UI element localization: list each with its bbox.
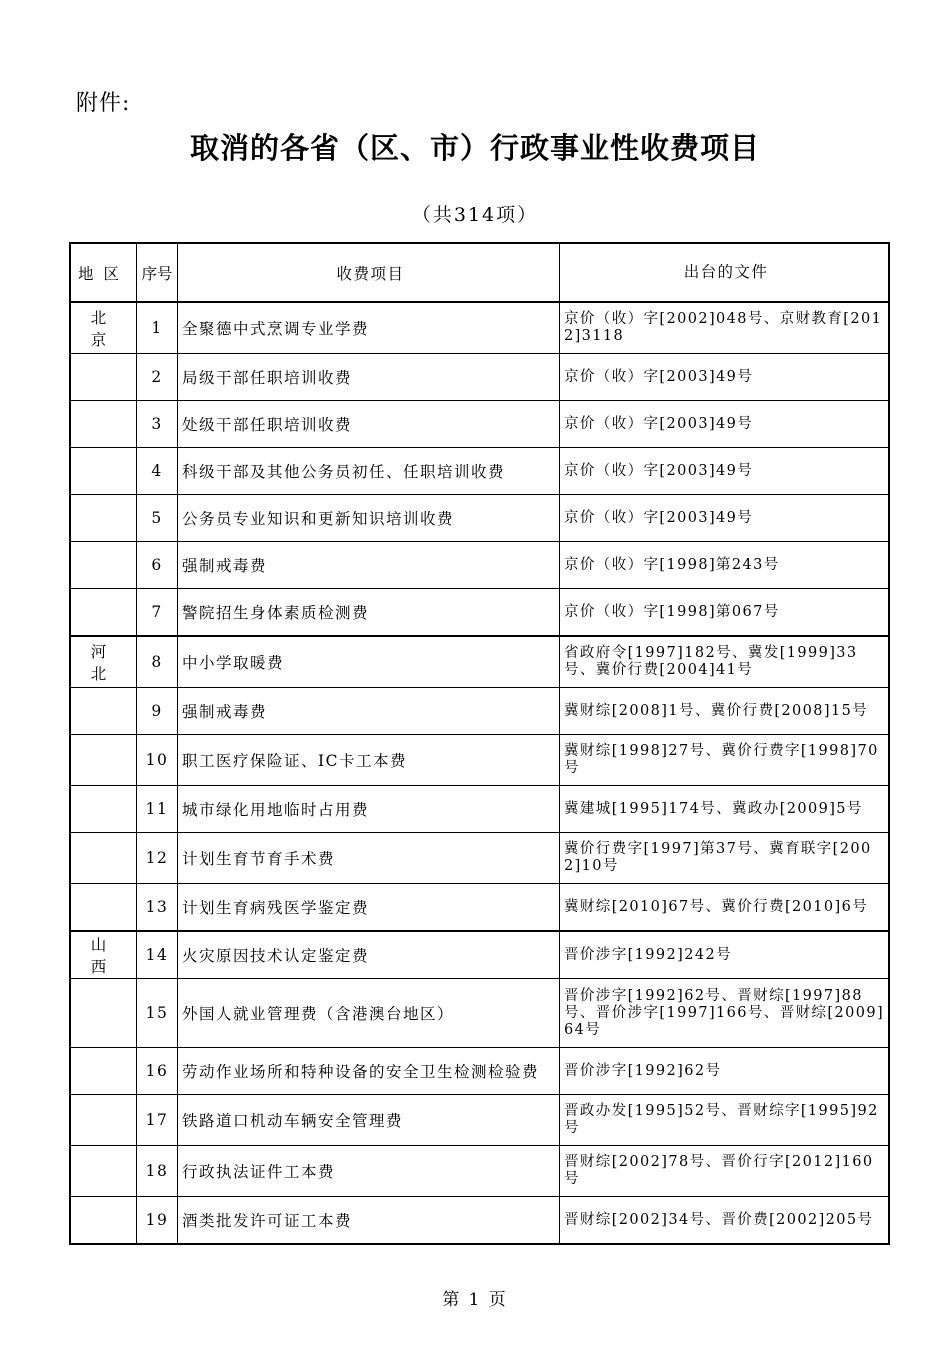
page-title: 取消的各省（区、市）行政事业性收费项目 [189, 131, 760, 165]
document-ref: 京价（收）字[1998]第243号 [560, 542, 890, 589]
fee-item: 强制戒毒费 [178, 542, 560, 589]
header-item: 收费项目 [178, 243, 560, 302]
page-footer: 第 1 页 [442, 1290, 508, 1310]
fee-item: 中小学取暖费 [178, 636, 560, 688]
row-number: 14 [137, 931, 178, 979]
region-cell [70, 1048, 137, 1095]
row-number: 8 [137, 636, 178, 688]
header-region: 地区 [70, 243, 137, 302]
document-ref: 冀财综[2010]67号、冀价行费[2010]6号 [560, 884, 890, 932]
fee-item: 铁路道口机动车辆安全管理费 [178, 1095, 560, 1146]
row-number: 13 [137, 884, 178, 932]
header-doc: 出台的文件 [560, 243, 890, 302]
row-number: 17 [137, 1095, 178, 1146]
region-cell [70, 542, 137, 589]
table-row [70, 1146, 889, 1197]
document-ref: 京价（收）字[2002]048号、京财教育[2012]3118 [560, 302, 890, 354]
fee-item: 强制戒毒费 [178, 688, 560, 735]
fee-item: 外国人就业管理费（含港澳台地区） [178, 979, 560, 1048]
row-number: 18 [137, 1146, 178, 1197]
fee-item: 计划生育病残医学鉴定费 [178, 884, 560, 932]
table-row [70, 979, 889, 1048]
region-cell: 山 西 [70, 931, 137, 979]
fee-item: 局级干部任职培训收费 [178, 354, 560, 401]
table-row [70, 833, 889, 884]
table-row [70, 884, 889, 932]
table-row [70, 495, 889, 542]
region-cell [70, 1197, 137, 1245]
row-number: 5 [137, 495, 178, 542]
table-row [70, 302, 889, 354]
row-number: 10 [137, 735, 178, 786]
fee-item: 职工医疗保险证、IC卡工本费 [178, 735, 560, 786]
row-number: 19 [137, 1197, 178, 1245]
fee-item: 处级干部任职培训收费 [178, 401, 560, 448]
region-cell [70, 786, 137, 833]
fee-item: 劳动作业场所和特种设备的安全卫生检测检验费 [178, 1048, 560, 1095]
fee-item: 城市绿化用地临时占用费 [178, 786, 560, 833]
document-ref: 京价（收）字[1998]第067号 [560, 589, 890, 637]
fee-item: 公务员专业知识和更新知识培训收费 [178, 495, 560, 542]
row-number: 3 [137, 401, 178, 448]
table-row [70, 589, 889, 637]
region-cell [70, 833, 137, 884]
document-ref: 冀价行费字[1997]第37号、冀育联字[2002]10号 [560, 833, 890, 884]
fee-item: 计划生育节育手术费 [178, 833, 560, 884]
region-cell [70, 688, 137, 735]
row-number: 2 [137, 354, 178, 401]
document-ref: 京价（收）字[2003]49号 [560, 448, 890, 495]
table-body [70, 302, 889, 1244]
table-row [70, 448, 889, 495]
document-ref: 冀建城[1995]174号、冀政办[2009]5号 [560, 786, 890, 833]
table-row [70, 688, 889, 735]
document-ref: 晋财综[2002]78号、晋价行字[2012]160号 [560, 1146, 890, 1197]
document-ref: 冀财综[1998]27号、冀价行费字[1998]70号 [560, 735, 890, 786]
row-number: 1 [137, 302, 178, 354]
row-number: 4 [137, 448, 178, 495]
table-row [70, 354, 889, 401]
table-row [70, 931, 889, 979]
region-cell [70, 979, 137, 1048]
attachment-label: 附件: [76, 91, 131, 116]
region-cell [70, 1146, 137, 1197]
fee-item: 酒类批发许可证工本费 [178, 1197, 560, 1245]
row-number: 15 [137, 979, 178, 1048]
row-number: 11 [137, 786, 178, 833]
row-number: 16 [137, 1048, 178, 1095]
document-ref: 晋政办发[1995]52号、晋财综字[1995]92号 [560, 1095, 890, 1146]
region-cell [70, 735, 137, 786]
document-ref: 京价（收）字[2003]49号 [560, 401, 890, 448]
table-row [70, 401, 889, 448]
fee-item: 科级干部及其他公务员初任、任职培训收费 [178, 448, 560, 495]
table-row [70, 1197, 889, 1245]
fee-item: 全聚德中式烹调专业学费 [178, 302, 560, 354]
document-ref: 京价（收）字[2003]49号 [560, 495, 890, 542]
region-cell [70, 354, 137, 401]
document-ref: 京价（收）字[2003]49号 [560, 354, 890, 401]
region-cell: 北 京 [70, 302, 137, 354]
table-row [70, 1095, 889, 1146]
row-number: 6 [137, 542, 178, 589]
region-cell [70, 401, 137, 448]
table-row [70, 786, 889, 833]
region-cell [70, 448, 137, 495]
document-ref: 晋价涉字[1992]62号、晋财综[1997]88号、晋价涉字[1997]166号、晋财综[2009]64号 [560, 979, 890, 1048]
document-ref: 晋价涉字[1992]62号 [560, 1048, 890, 1095]
fee-item: 警院招生身体素质检测费 [178, 589, 560, 637]
table-row [70, 636, 889, 688]
fee-item: 火灾原因技术认定鉴定费 [178, 931, 560, 979]
fee-item: 行政执法证件工本费 [178, 1146, 560, 1197]
document-ref: 冀财综[2008]1号、冀价行费[2008]15号 [560, 688, 890, 735]
table-header-row [70, 243, 889, 302]
region-cell: 河 北 [70, 636, 137, 688]
table-row [70, 735, 889, 786]
region-cell [70, 1095, 137, 1146]
row-number: 12 [137, 833, 178, 884]
table-row [70, 542, 889, 589]
document-ref: 晋财综[2002]34号、晋价费[2002]205号 [560, 1197, 890, 1245]
table-row [70, 1048, 889, 1095]
row-number: 7 [137, 589, 178, 637]
row-number: 9 [137, 688, 178, 735]
region-cell [70, 884, 137, 932]
fee-table [69, 242, 890, 1245]
header-no: 序号 [137, 243, 178, 302]
region-cell [70, 589, 137, 637]
document-ref: 省政府令[1997]182号、冀发[1999]33号、冀价行费[2004]41号 [560, 636, 890, 688]
document-ref: 晋价涉字[1992]242号 [560, 931, 890, 979]
region-cell [70, 495, 137, 542]
page-subtitle: （共314项） [411, 204, 539, 226]
